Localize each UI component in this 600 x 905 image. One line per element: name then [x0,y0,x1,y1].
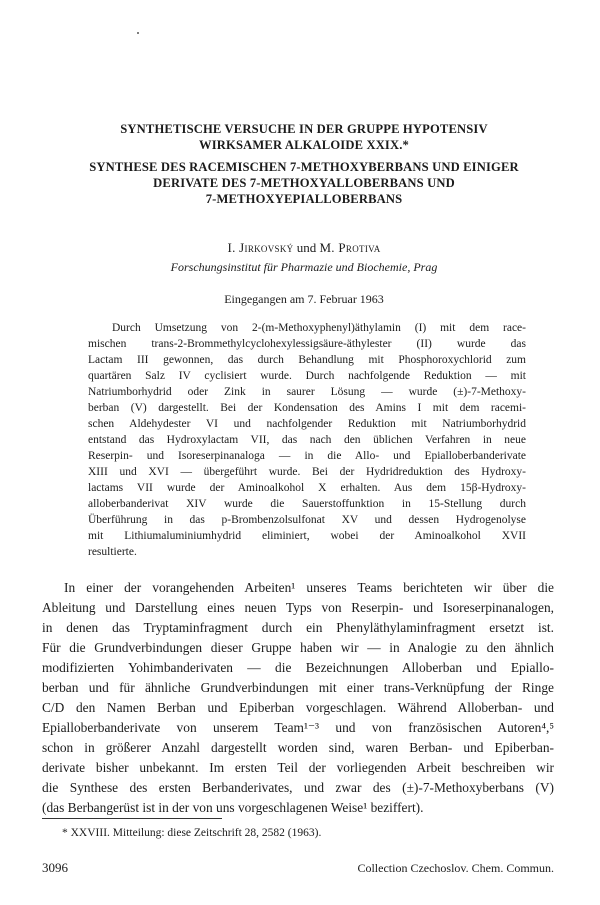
abstract-line: XIII und XVI — übergeführt wurde. Bei der Hydridreduktion des Hydroxy- [88,466,526,478]
author-line [40,240,568,256]
body-line: schon in größerer Anzahl dargestellt worden sind, waren Berban- und Epiberban- [42,740,554,755]
body-line: berban und für ähnliche Grundverbindungen mit einer trans-Verknüpfung der Ringe [42,680,554,695]
abstract-line: entstand das Hydroxylactam VII, das nach den üblichen Verfahren in neue [88,434,526,446]
title-line-4: DERIVATE DES 7-METHOXYALLOBERBANS UND [153,176,455,190]
body-line: in denen das Tryptaminfragment durch ein Phenyläthylaminfragment ersetzt ist. [42,620,554,635]
body-line: modifizierten Yohimbanderivaten — die Bezeichnungen Alloberban und Epiallo- [42,660,554,675]
page-number: 3096 [42,860,68,875]
journal-name: Collection Czechoslov. Chem. Commun. [357,861,554,875]
author-connector: und [296,240,317,255]
title-line-3: SYNTHESE DES RACEMISCHEN 7-METHOXYBERBANS UND EINIGER [89,160,519,174]
title-line-5: 7-METHOXYEPIALLOBERBANS [205,192,403,206]
author-2: M. Protiva [319,240,381,255]
abstract-line: schen Aldehydester VI und nachfolgender Reduktion mit Natriumborhydrid [88,418,526,430]
body-line: In einer der vorangehenden Arbeiten¹ unseres Teams berichteten wir über die [64,580,554,595]
article-title [40,121,568,207]
body-line: C/D den Namen Berban und Epiberban vorgeschlagen. Während Alloberban- und [42,700,554,715]
abstract [88,320,526,560]
abstract-line: berban (V) dargestellt. Bei der Kondensation des Amins I mit dem racemi- [88,402,526,414]
body-text [42,578,554,818]
abstract-line: Reserpin- und Isoreserpinanaloga — in die Allo- und Epialloberbanderivate [88,450,526,462]
title-line-2: WIRKSAMER ALKALOIDE XXIX.* [199,138,409,152]
title-line-1: SYNTHETISCHE VERSUCHE IN DER GRUPPE HYPOTENSIV [120,122,488,136]
abstract-line: resultierte. [88,546,137,558]
institute: Forschungsinstitut für Pharmazie und Biochemie, Prag [170,260,438,274]
author-1: I. Jirkovský [227,240,294,255]
scan-speck [137,32,139,34]
abstract-line: Lactam III gewonnen, das durch Behandlung mit Phosphoroxychlorid zum [88,354,526,366]
abstract-line: alloberbanderivat XIV wurde die Sauerstoffunktion in 15-Stellung durch [88,498,526,510]
footnote-rule [42,818,222,819]
body-line: Für die Grundverbindungen dieser Gruppe haben wir — in Analogie zu den ähnlich [42,640,554,655]
abstract-line: lactams VII wurde der Aminoalkohol X erhalten. Aus dem 15β-Hydroxy- [88,482,526,494]
received-date: Eingegangen am 7. Februar 1963 [224,292,384,306]
body-line: Epialloberbanderivate von unserem Team¹⁻³ und von französischen Autoren⁴,⁵ [42,720,554,735]
footnote: * XXVIII. Mitteilung: diese Zeitschrift 28, 2582 (1963). [62,827,322,839]
body-line: (das Berbangerüst ist in der von uns vorgeschlagenen Weise¹ beziffert). [42,800,424,815]
abstract-line: mit Lithiumaluminiumhydrid eliminiert, wobei der Aminoalkohol XVII [88,530,526,542]
abstract-line: quartären Salz IV cyclisiert wurde. Durch nachfolgende Reduktion — mit [88,370,526,382]
abstract-line: Natriumborhydrid oder Zink in saurer Lösung — wurde (±)-7-Methoxy- [88,386,526,398]
abstract-line: Durch Umsetzung von 2-(m-Methoxyphenyl)äthylamin (I) mit dem race- [112,322,526,334]
abstract-line: mischen trans-2-Brommethylcyclohexylessigsäure-äthylester (II) wurde das [88,338,526,350]
body-line: die Synthese des ersten Berbanderivates, und zwar des (±)-7-Methoxyberbans (V) [42,780,554,795]
body-line: derivate bisher unbekannt. Im ersten Teil der vorliegenden Arbeit beschreiben wir [42,760,554,775]
abstract-line: Überführung in das p-Brombenzolsulfonat XV und dessen Hydrogenolyse [88,514,526,526]
body-line: Ableitung und Darstellung eines neuen Typs von Reserpin- und Isoreserpinanalogen, [42,600,554,615]
